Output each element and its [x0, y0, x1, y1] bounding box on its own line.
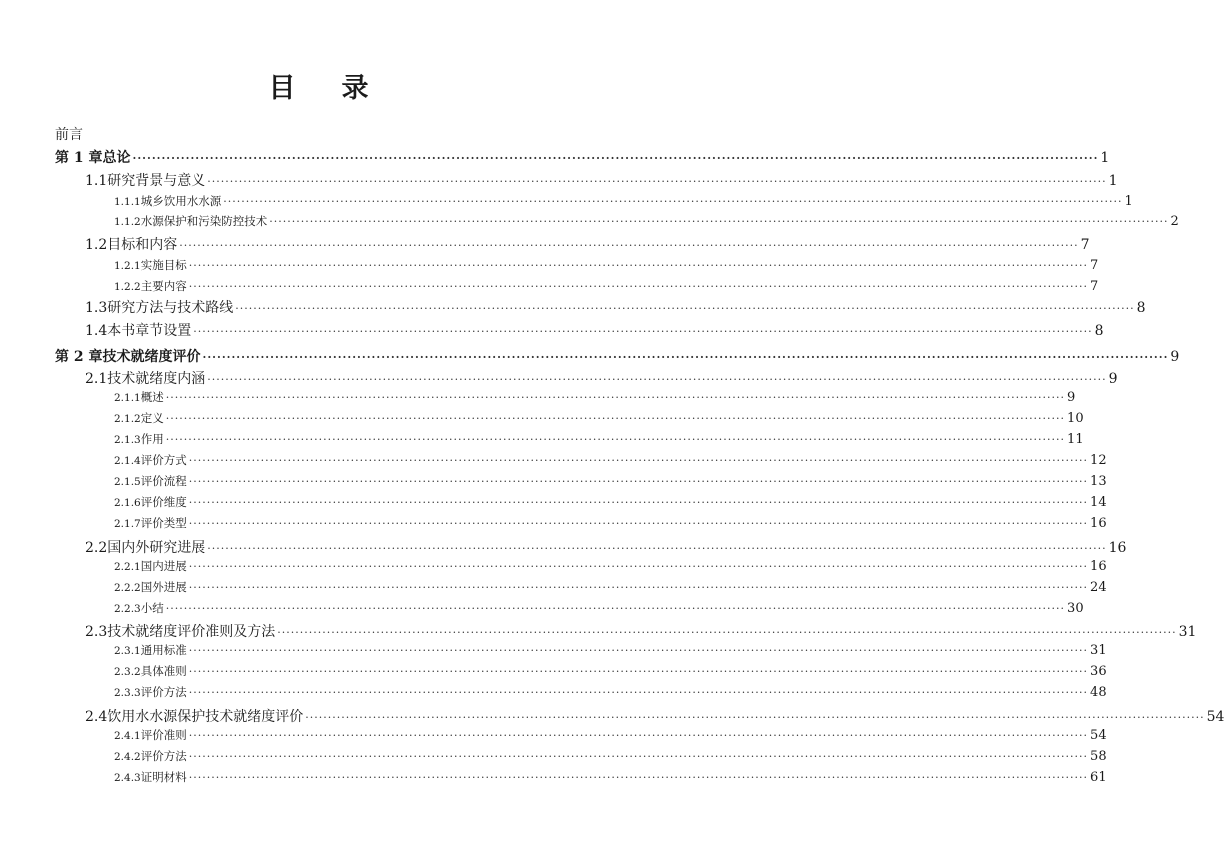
dot-leader: ········································································································································································································	[188, 771, 1089, 784]
toc-entry-number: 2.2.3	[114, 603, 141, 615]
toc-entry[interactable]	[0, 170, 1118, 192]
toc-entry-number: 2.3.3	[114, 687, 141, 699]
toc-entry[interactable]	[0, 410, 1084, 432]
toc-entry-page: 9	[1108, 371, 1118, 387]
toc-entry-number: 第 1 章	[55, 150, 103, 166]
dot-leader: ········································································································································································································	[188, 259, 1089, 272]
toc-entry-label: 本书章节设置	[107, 323, 192, 339]
toc-entry-label: 实施目标	[140, 258, 187, 272]
toc-entry[interactable]	[0, 320, 1104, 342]
toc-entry-label: 国内外研究进展	[107, 540, 206, 556]
toc-entry[interactable]	[0, 368, 1118, 390]
toc-entry-page: 30	[1067, 601, 1084, 616]
toc-entry[interactable]	[0, 537, 1127, 559]
toc-entry-page: 8	[1094, 323, 1104, 339]
toc-entry-number: 1.4	[85, 323, 108, 339]
toc-entry-number: 1.2.1	[114, 260, 141, 272]
toc-entry-label: 通用标准	[140, 643, 187, 657]
toc-entry-label: 水源保护和污染防控技术	[140, 214, 268, 228]
toc-entry-page: 24	[1090, 580, 1107, 595]
toc-entry-page: 7	[1090, 258, 1099, 273]
toc-entry[interactable]	[0, 706, 1224, 728]
toc-entry-label: 评价方法	[140, 685, 187, 699]
toc-entry-label: 研究背景与意义	[107, 173, 206, 189]
toc-entry-page: 16	[1090, 516, 1107, 531]
dot-leader: ········································································································································································································	[188, 644, 1089, 657]
toc-entry-label: 城乡饮用水水源	[140, 194, 222, 208]
toc-entry-page: 16	[1090, 559, 1107, 574]
toc-entry-label: 目标和内容	[107, 237, 178, 253]
toc-entry-page: 9	[1170, 349, 1180, 365]
toc-entry-page: 31	[1178, 624, 1197, 640]
toc-entry-page: 61	[1090, 770, 1107, 785]
toc-entry-number: 2.2	[85, 540, 108, 556]
toc-entry-number: 1.3	[85, 300, 108, 316]
toc-entry-number: 2.1.3	[114, 434, 141, 446]
toc-entry[interactable]	[0, 494, 1107, 516]
toc-entry[interactable]	[0, 452, 1107, 474]
dot-leader: ········································································································································································································	[235, 302, 1135, 315]
toc-entry-label: 研究方法与技术路线	[107, 300, 234, 316]
toc-entry-label: 技术就绪度评价准则及方法	[107, 624, 276, 640]
dot-leader: ········································································································································································································	[188, 496, 1089, 509]
toc-entry-label: 作用	[140, 432, 164, 446]
toc-entry-label: 国内进展	[140, 559, 187, 573]
toc-entry-label: 证明材料	[140, 770, 187, 784]
toc-entry-label: 评价准则	[140, 728, 187, 742]
dot-leader: ········································································································································································································	[188, 665, 1089, 678]
toc-entry-page: 54	[1090, 728, 1107, 743]
title-char-1: 目	[268, 73, 296, 104]
toc-entry-page: 2	[1170, 214, 1179, 229]
dot-leader: ········································································································································································································	[207, 373, 1107, 386]
toc-entry-page: 13	[1090, 474, 1107, 489]
toc-entry-number: 2.2.1	[114, 561, 141, 573]
toc-entry-number: 2.1	[85, 371, 108, 387]
toc-entry[interactable]	[0, 642, 1107, 664]
toc-entry[interactable]	[0, 663, 1107, 685]
toc-entry-page: 9	[1067, 390, 1076, 405]
dot-leader: ········································································································································································································	[188, 729, 1089, 742]
toc-entry-number: 1.2.2	[114, 281, 141, 293]
toc-entry[interactable]	[0, 515, 1107, 537]
toc-preface-link[interactable]: 前言	[55, 127, 83, 143]
toc-entry-label: 技术就绪度内涵	[107, 371, 206, 387]
toc-entry[interactable]	[0, 621, 1197, 643]
toc-entry[interactable]	[0, 727, 1107, 749]
toc-entry[interactable]	[0, 147, 1110, 169]
toc-entry-page: 7	[1080, 237, 1090, 253]
toc-entry-label: 概述	[140, 390, 164, 404]
toc-entry[interactable]	[0, 234, 1090, 256]
toc-entry-page: 14	[1090, 495, 1107, 510]
toc-entry-label: 评价方式	[140, 453, 187, 467]
toc-entry[interactable]	[0, 579, 1107, 601]
toc-entry-number: 1.2	[85, 237, 108, 253]
title-char-2: 录	[341, 73, 369, 104]
toc-entry[interactable]	[0, 748, 1107, 770]
toc-entry-page: 10	[1067, 411, 1084, 426]
toc-entry-label: 技术就绪度评价	[102, 349, 201, 365]
page-title	[0, 66, 637, 105]
toc-entry-page: 8	[1136, 300, 1146, 316]
toc-entry[interactable]	[0, 473, 1107, 495]
dot-leader: ········································································································································································································	[188, 560, 1089, 573]
toc-entry-label: 定义	[140, 411, 164, 425]
dot-leader: ········································································································································································································	[188, 280, 1089, 293]
dot-leader: ········································································································································································································	[277, 626, 1177, 639]
toc-entry[interactable]	[0, 297, 1146, 319]
toc-entry-number: 2.3.1	[114, 645, 141, 657]
toc-entry-page: 12	[1090, 453, 1107, 468]
dot-leader: ········································································································································································································	[165, 412, 1066, 425]
toc-entry[interactable]	[0, 769, 1107, 791]
dot-leader: ········································································································································································································	[188, 581, 1089, 594]
dot-leader: ········································································································································································································	[193, 325, 1093, 338]
dot-leader: ········································································································································································································	[188, 517, 1089, 530]
toc-entry-number: 2.1.5	[114, 476, 141, 488]
toc-entry[interactable]	[0, 431, 1084, 453]
toc-entry[interactable]	[0, 389, 1076, 411]
toc-entry-number: 2.4.2	[114, 751, 141, 763]
toc-entry-page: 1	[1100, 150, 1110, 166]
dot-leader: ········································································································································································································	[223, 195, 1123, 208]
dot-leader: ········································································································································································································	[188, 686, 1089, 699]
toc-entry-label: 评价流程	[140, 474, 187, 488]
dot-leader: ········································································································································································································	[165, 433, 1066, 446]
toc-entry-number: 1.1.1	[114, 196, 141, 208]
toc-entry[interactable]	[0, 257, 1099, 279]
dot-leader: ········································································································································································································	[188, 750, 1089, 763]
dot-leader: ········································································································································································································	[188, 454, 1089, 467]
toc-entry-number: 2.1.7	[114, 518, 141, 530]
toc-entry-number: 2.3	[85, 624, 108, 640]
toc-entry-number: 2.1.2	[114, 413, 141, 425]
toc-entry-page: 11	[1067, 432, 1084, 447]
toc-entry-number: 2.3.2	[114, 666, 141, 678]
toc-entry-label: 评价方法	[140, 749, 187, 763]
toc-entry-page: 54	[1206, 709, 1224, 725]
toc-entry-page: 36	[1090, 664, 1107, 679]
toc-entry-label: 总论	[102, 150, 131, 166]
toc-entry-label: 饮用水水源保护技术就绪度评价	[107, 709, 304, 725]
toc-entry-number: 1.1.2	[114, 216, 141, 228]
toc-entry-number: 2.1.6	[114, 497, 141, 509]
toc-entry-page: 1	[1124, 194, 1133, 209]
toc-entry[interactable]	[0, 193, 1133, 215]
dot-leader: ········································································································································································································	[188, 475, 1089, 488]
toc-entry-number: 2.4.1	[114, 730, 141, 742]
toc-entry[interactable]	[0, 600, 1084, 622]
toc-entry-label: 国外进展	[140, 580, 187, 594]
toc-entry-number: 1.1	[85, 173, 108, 189]
toc-entry-page: 31	[1090, 643, 1107, 658]
toc-entry-label: 小结	[140, 601, 164, 615]
toc-entry-page: 58	[1090, 749, 1107, 764]
toc-entry-page: 1	[1108, 173, 1118, 189]
dot-leader: ········································································································································································································	[132, 152, 1099, 165]
toc-entry-number: 2.4	[85, 709, 108, 725]
dot-leader: ········································································································································································································	[207, 542, 1107, 555]
toc-entry-number: 2.1.1	[114, 392, 141, 404]
toc-entry-number: 2.1.4	[114, 455, 141, 467]
toc-entry-page: 16	[1108, 540, 1127, 556]
toc-entry-label: 评价类型	[140, 516, 187, 530]
dot-leader: ········································································································································································································	[305, 711, 1205, 724]
toc-entry-page: 48	[1090, 685, 1107, 700]
dot-leader: ········································································································································································································	[165, 602, 1066, 615]
toc-entry-number: 2.2.2	[114, 582, 141, 594]
toc-entry-label: 主要内容	[140, 279, 187, 293]
dot-leader: ········································································································································································································	[165, 391, 1066, 404]
dot-leader: ········································································································································································································	[269, 215, 1169, 228]
toc-entry[interactable]	[0, 346, 1180, 368]
toc-entry[interactable]	[0, 684, 1107, 706]
toc-entry-label: 具体准则	[140, 664, 187, 678]
toc-entry-label: 评价维度	[140, 495, 187, 509]
dot-leader: ········································································································································································································	[207, 175, 1107, 188]
toc-entry-number: 2.4.3	[114, 772, 141, 784]
toc-entry-number: 第 2 章	[55, 349, 103, 365]
toc-entry[interactable]	[0, 213, 1179, 235]
dot-leader: ········································································································································································································	[202, 351, 1169, 364]
toc-entry[interactable]	[0, 558, 1107, 580]
dot-leader: ········································································································································································································	[179, 239, 1079, 252]
toc-entry-page: 7	[1090, 279, 1099, 294]
